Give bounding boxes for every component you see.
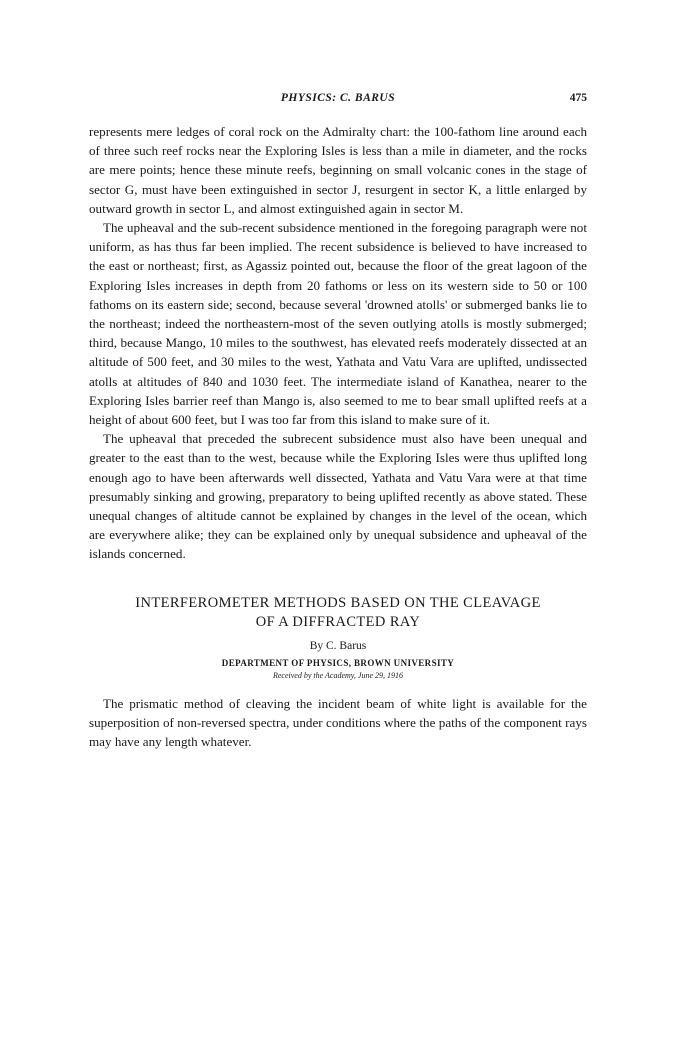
article-byline: By C. Barus (309, 639, 367, 652)
continued-article-body (89, 122, 587, 564)
paragraph-prismatic-method: The prismatic method of cleaving the incident beam of white light is available for the superposition of non-reversed spectra, under conditions where the paths of the component rays may have any length whatever. (89, 695, 587, 750)
journal-page (89, 92, 587, 751)
running-title: PHYSICS: C. BARUS (280, 92, 396, 104)
page-number: 475 (569, 92, 587, 104)
running-header (89, 92, 587, 112)
new-article-body (89, 694, 587, 752)
article-title-line-2: OF A DIFFRACTED RAY (255, 613, 421, 630)
article-title (89, 594, 587, 632)
paragraph-unequal-upheaval: The upheaval that preceded the subrecent subsidence must also have been unequal and greater to the east than to the west, because while the Exploring Isles were thus uplifted long enough ago to have been afterwards well dissected, Yathata and Vatu Vara were at that time presumably sinking and growing, preparatory to being uplifted recently as above stated. These unequal changes of altitude cannot be explained by changes in the level of the ocean, which are everywhere alike; they can be explained only by unequal subsidence and upheaval of the islands concerned. (89, 431, 587, 562)
paragraph-continued: represents mere ledges of coral rock on the Admiralty chart: the 100-fathom line around each of three such reef rocks near the Exploring Isles is less than a mile in diameter, and the rocks are mere points; hence these minute reefs, beginning on small volcanic cones in the stage of sector G, must have been extinguished in sector J, resurgent in sector K, a little enlarged by outward growth in sector L, and almost extinguished again in sector M. (89, 124, 587, 216)
received-date: Received by the Academy, June 29, 1916 (272, 670, 404, 680)
article-title-line-1: INTERFEROMETER METHODS BASED ON THE CLEAVAGE (135, 594, 541, 611)
article-affiliation: DEPARTMENT OF PHYSICS, BROWN UNIVERSITY (221, 657, 455, 668)
paragraph-upheaval-subsidence: The upheaval and the sub-recent subsidence mentioned in the foregoing paragraph were not uniform, as has thus far been implied. The recent subsidence is believed to have increased to the east or northeast; first, as Agassiz pointed out, because the floor of the great lagoon of the Exploring Isles increases in depth from 20 fathoms or less on its western side to 50 or 100 fathoms on its eastern side; second, because several 'drowned atolls' or submerged banks lie to the northeast; indeed the northeastern-most of the seven outlying atolls is mostly submerged; third, because Mango, 10 miles to the southwest, has elevated reefs moderately dissected at an altitude of 500 feet, and 30 miles to the west, Yathata and Vatu Vara are uplifted, undissected atolls at altitudes of 840 and 1030 feet. The intermediate island of Kanathea, nearer to the Exploring Isles barrier reef than Mango is, also seemed to me to bear small uplifted reefs at a height of about 600 feet, but I was too far from this island to make sure of it. (89, 220, 587, 428)
